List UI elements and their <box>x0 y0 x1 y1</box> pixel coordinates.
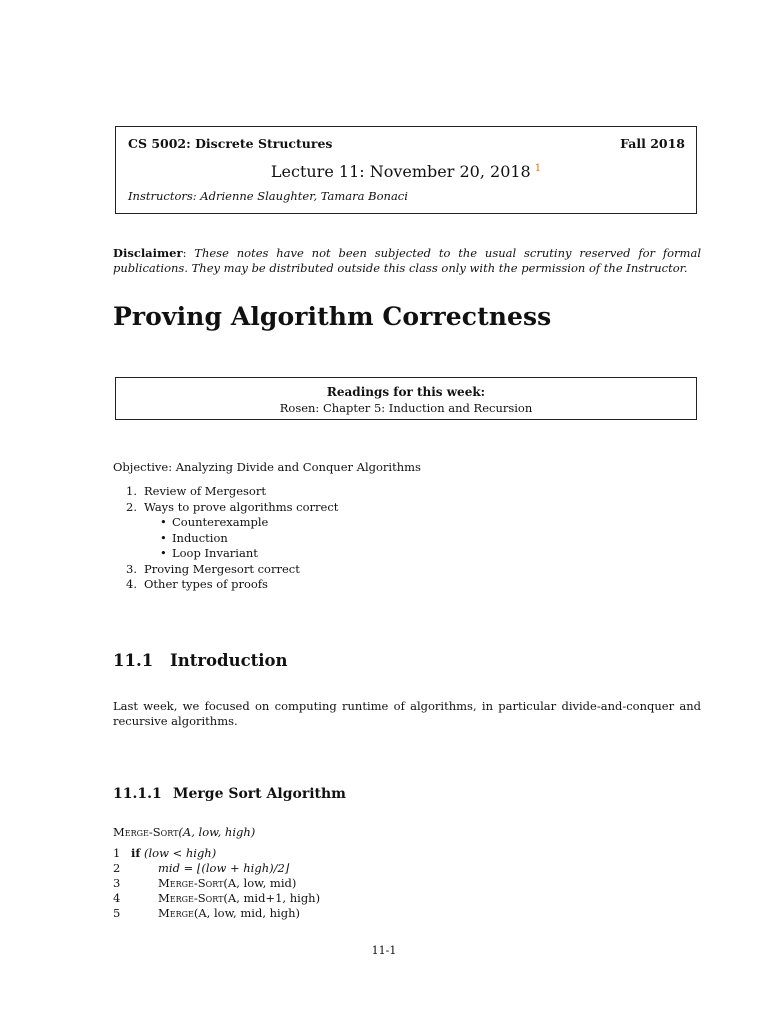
subsection-number: 11.1.1 <box>113 786 162 802</box>
procedure-name: Merge-Sort <box>113 825 179 839</box>
sub-list-item <box>126 515 338 531</box>
list-item <box>126 500 338 516</box>
line-text: (low < high) <box>143 846 217 860</box>
line-number: 3 <box>113 876 121 890</box>
sub-list-text: Induction <box>172 530 228 545</box>
line-content <box>131 846 216 860</box>
instructors: Instructors: Adrienne Slaughter, Tamara Bonaci <box>128 189 408 203</box>
line-content <box>158 891 320 905</box>
list-number: 1. <box>126 484 137 498</box>
line-number: 5 <box>113 906 121 920</box>
bullet-icon: • <box>160 546 167 560</box>
section-title: Introduction <box>170 651 288 670</box>
line-text: (A, mid+1, high) <box>223 891 321 905</box>
readings-heading: Readings for this week: <box>326 385 486 399</box>
list-number: 2. <box>126 499 137 514</box>
sub-list-item <box>126 531 338 547</box>
algorithm-block <box>113 825 513 925</box>
course-name: CS 5002: Discrete Structures <box>128 136 333 151</box>
bullet-icon: • <box>160 515 167 529</box>
line-text: (A, low, mid, high) <box>193 906 300 920</box>
call-name: Merge-Sort <box>158 876 224 890</box>
list-number: 3. <box>126 561 137 576</box>
call-name: Merge-Sort <box>158 891 224 905</box>
sub-list-text: Counterexample <box>172 515 269 529</box>
term: Fall 2018 <box>620 136 685 151</box>
objective: Objective: Analyzing Divide and Conquer Algorithms <box>113 460 421 474</box>
list-item <box>126 562 338 578</box>
list-text: Proving Mergesort correct <box>144 561 300 576</box>
disclaimer-label: Disclaimer <box>113 246 183 260</box>
disclaimer: Disclaimer: These notes have not been subjected to the usual scrutiny reserved for formal publications. They may be distributed outside this class only with the permission of the Instructor. <box>113 246 701 275</box>
subsection-title: Merge Sort Algorithm <box>173 786 346 802</box>
call-name: Merge <box>158 906 194 920</box>
sub-list-text: Loop Invariant <box>172 546 258 560</box>
bullet-icon: • <box>160 530 167 545</box>
list-text: Review of Mergesort <box>144 484 266 498</box>
disclaimer-text: These notes have not been subjected to the usual scrutiny reserved for formal publications. They may be distributed outside this class only with the permission of the Instructor. <box>113 246 701 275</box>
line-number: 4 <box>113 891 121 905</box>
line-content <box>158 906 300 920</box>
list-number: 4. <box>126 577 137 591</box>
outline-list <box>126 484 338 593</box>
list-item <box>126 577 338 593</box>
line-text: mid = ⌊(low + high)/2⌋ <box>158 861 290 875</box>
lecture-title <box>116 162 696 181</box>
algorithm-signature <box>113 825 255 839</box>
list-text: Ways to prove algorithms correct <box>144 499 339 514</box>
page-title: Proving Algorithm Correctness <box>113 302 552 331</box>
line-text: (A, low, mid) <box>223 876 297 890</box>
subsection-heading <box>113 786 346 802</box>
sub-list-item <box>126 546 338 562</box>
readings-box <box>115 377 697 420</box>
line-content <box>158 876 296 890</box>
readings-body: Rosen: Chapter 5: Induction and Recursion <box>279 401 533 415</box>
section-heading <box>113 651 288 670</box>
list-item <box>126 484 338 500</box>
line-number: 1 <box>113 846 121 860</box>
lecture-title-text: Lecture 11: November 20, 2018 <box>270 162 531 181</box>
section-number: 11.1 <box>113 651 154 670</box>
procedure-args: (A, low, high) <box>178 825 256 839</box>
list-text: Other types of proofs <box>144 577 268 591</box>
keyword: if <box>131 846 141 860</box>
intro-paragraph: Last week, we focused on computing runtime of algorithms, in particular divide-and-conquer and recursive algorithms. <box>113 699 701 728</box>
line-content <box>158 861 289 875</box>
page-number: 11-1 <box>371 944 397 957</box>
footnote-link[interactable]: 1 <box>534 163 542 174</box>
line-number: 2 <box>113 861 121 875</box>
lecture-header-box <box>115 126 697 214</box>
